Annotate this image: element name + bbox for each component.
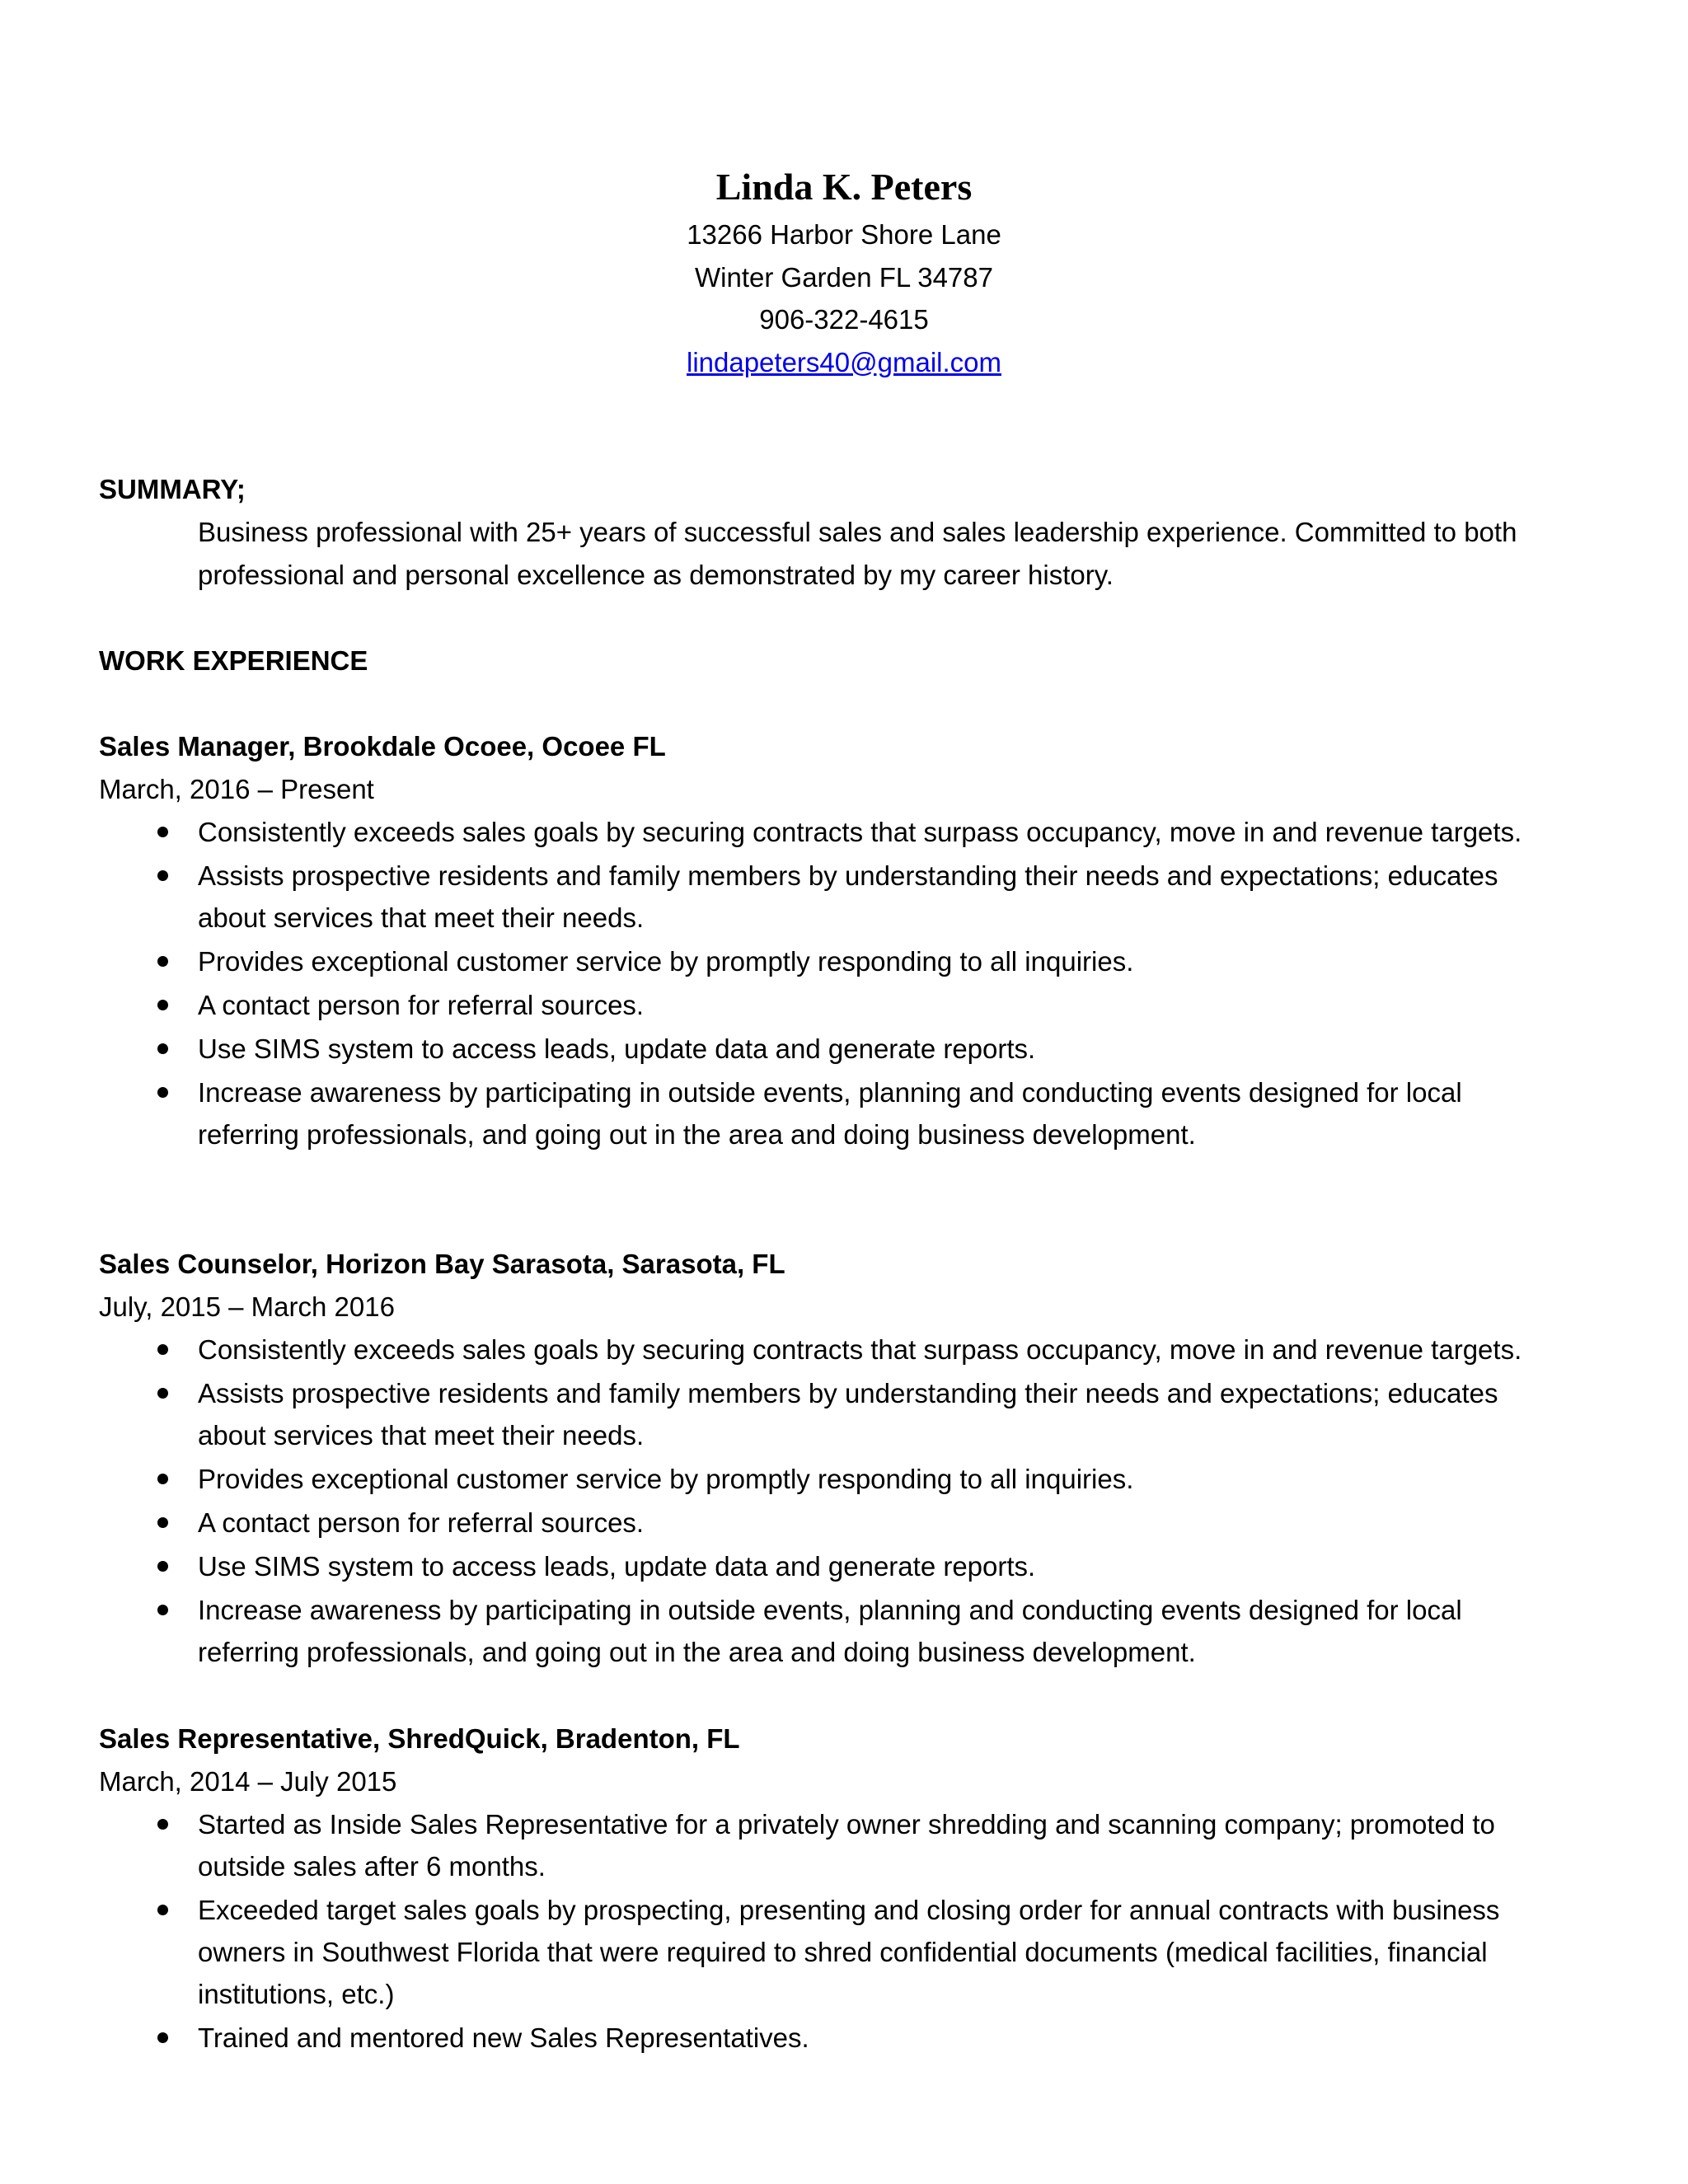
summary-heading: SUMMARY; — [99, 474, 246, 504]
address-line-2: Winter Garden FL 34787 — [695, 261, 993, 293]
list-item — [99, 1372, 1533, 1456]
bullet-text: Increase awareness by participating in outside events, planning and conducting events designed for local referring professionals, and going out in the area and doing business development. — [198, 1077, 1462, 1150]
bullet-icon — [157, 1344, 168, 1355]
job-title: Sales Counselor, Horizon Bay Sarasota, Sarasota, FL — [99, 1249, 785, 1279]
bullet-text: A contact person for referral sources. — [198, 990, 645, 1020]
bullet-text: Increase awareness by participating in outside events, planning and conducting events designed for local referring professionals, and going out in the area and doing business development. — [198, 1595, 1462, 1667]
list-item — [99, 1329, 1533, 1371]
summary-section — [99, 468, 1550, 597]
bullet-icon — [157, 2032, 168, 2043]
bullet-icon — [157, 1605, 168, 1615]
bullet-icon — [157, 827, 168, 837]
resume-header — [0, 161, 1688, 383]
bullet-icon — [157, 1819, 168, 1830]
bullet-icon — [157, 1388, 168, 1399]
list-item — [99, 984, 1533, 1026]
bullet-text: Use SIMS system to access leads, update data and generate reports. — [198, 1551, 1036, 1582]
job-dates: July, 2015 – March 2016 — [99, 1291, 395, 1322]
list-item — [99, 1803, 1533, 1887]
list-item — [99, 1458, 1533, 1500]
spacer — [99, 682, 1550, 725]
bullet-text: Assists prospective residents and family members by understanding their needs and expectations; educates about services that meet their needs. — [198, 860, 1498, 933]
bullet-text: Consistently exceeds sales goals by securing contracts that surpass occupancy, move in and revenue targets. — [198, 1334, 1522, 1365]
bullet-icon — [157, 1517, 168, 1528]
job-title: Sales Representative, ShredQuick, Bradenton, FL — [99, 1723, 740, 1754]
bullet-text: Use SIMS system to access leads, update data and generate reports. — [198, 1033, 1036, 1064]
list-item — [99, 1589, 1533, 1673]
job-bullet-list — [99, 811, 1550, 1155]
bullet-icon — [157, 1474, 168, 1484]
bullet-icon — [157, 1087, 168, 1098]
bullet-icon — [157, 870, 168, 881]
bullet-text: Provides exceptional customer service by promptly responding to all inquiries. — [198, 946, 1134, 977]
job-title: Sales Manager, Brookdale Ocoee, Ocoee FL — [99, 731, 666, 762]
summary-text: Business professional with 25+ years of successful sales and sales leadership experience. Committed to both professional and personal excellence as demonstrated by my career history. — [198, 517, 1517, 590]
spacer — [99, 1675, 1550, 1718]
job-entry-shredquick — [99, 1718, 1550, 2059]
bullet-icon — [157, 1000, 168, 1010]
list-item — [99, 2017, 1533, 2059]
resume-body — [99, 468, 1550, 2060]
list-item — [99, 940, 1533, 982]
list-item — [99, 855, 1533, 939]
address-line-1: 13266 Harbor Shore Lane — [687, 219, 1001, 250]
job-bullet-list — [99, 1803, 1550, 2059]
phone-number: 906-322-4615 — [759, 304, 929, 335]
list-item — [99, 1071, 1533, 1155]
job-dates: March, 2014 – July 2015 — [99, 1766, 397, 1797]
bullet-text: Assists prospective residents and family members by understanding their needs and expectations; educates about services that meet their needs. — [198, 1378, 1498, 1451]
job-dates: March, 2016 – Present — [99, 774, 374, 804]
list-item — [99, 1502, 1533, 1544]
bullet-icon — [157, 1561, 168, 1572]
bullet-text: Trained and mentored new Sales Representatives. — [198, 2022, 809, 2053]
bullet-text: Consistently exceeds sales goals by securing contracts that surpass occupancy, move in and revenue targets. — [198, 817, 1522, 847]
list-item — [99, 811, 1533, 853]
list-item — [99, 1028, 1533, 1070]
bullet-icon — [157, 1905, 168, 1915]
bullet-text: Exceeded target sales goals by prospecting, presenting and closing order for annual contracts with business owners in Southwest Florida that were required to shred confidential documents (medical facilities, financial institutions, etc.) — [198, 1895, 1500, 2009]
email-link[interactable]: lindapeters40@gmail.com — [686, 346, 1001, 377]
list-item — [99, 1545, 1533, 1587]
list-item — [99, 1889, 1533, 2015]
bullet-icon — [157, 1043, 168, 1054]
candidate-name: Linda K. Peters — [715, 166, 973, 208]
job-bullet-list — [99, 1329, 1550, 1673]
spacer — [99, 597, 1550, 640]
bullet-icon — [157, 956, 168, 967]
job-entry-horizon-bay — [99, 1243, 1550, 1673]
spacer — [99, 1157, 1550, 1243]
bullet-text: Provides exceptional customer service by promptly responding to all inquiries. — [198, 1464, 1134, 1494]
job-entry-brookdale — [99, 725, 1550, 1155]
bullet-text: Started as Inside Sales Representative for a privately owner shredding and scanning company; promoted to outside sales after 6 months. — [198, 1809, 1495, 1882]
work-experience-heading: WORK EXPERIENCE — [99, 645, 368, 676]
bullet-text: A contact person for referral sources. — [198, 1507, 645, 1538]
